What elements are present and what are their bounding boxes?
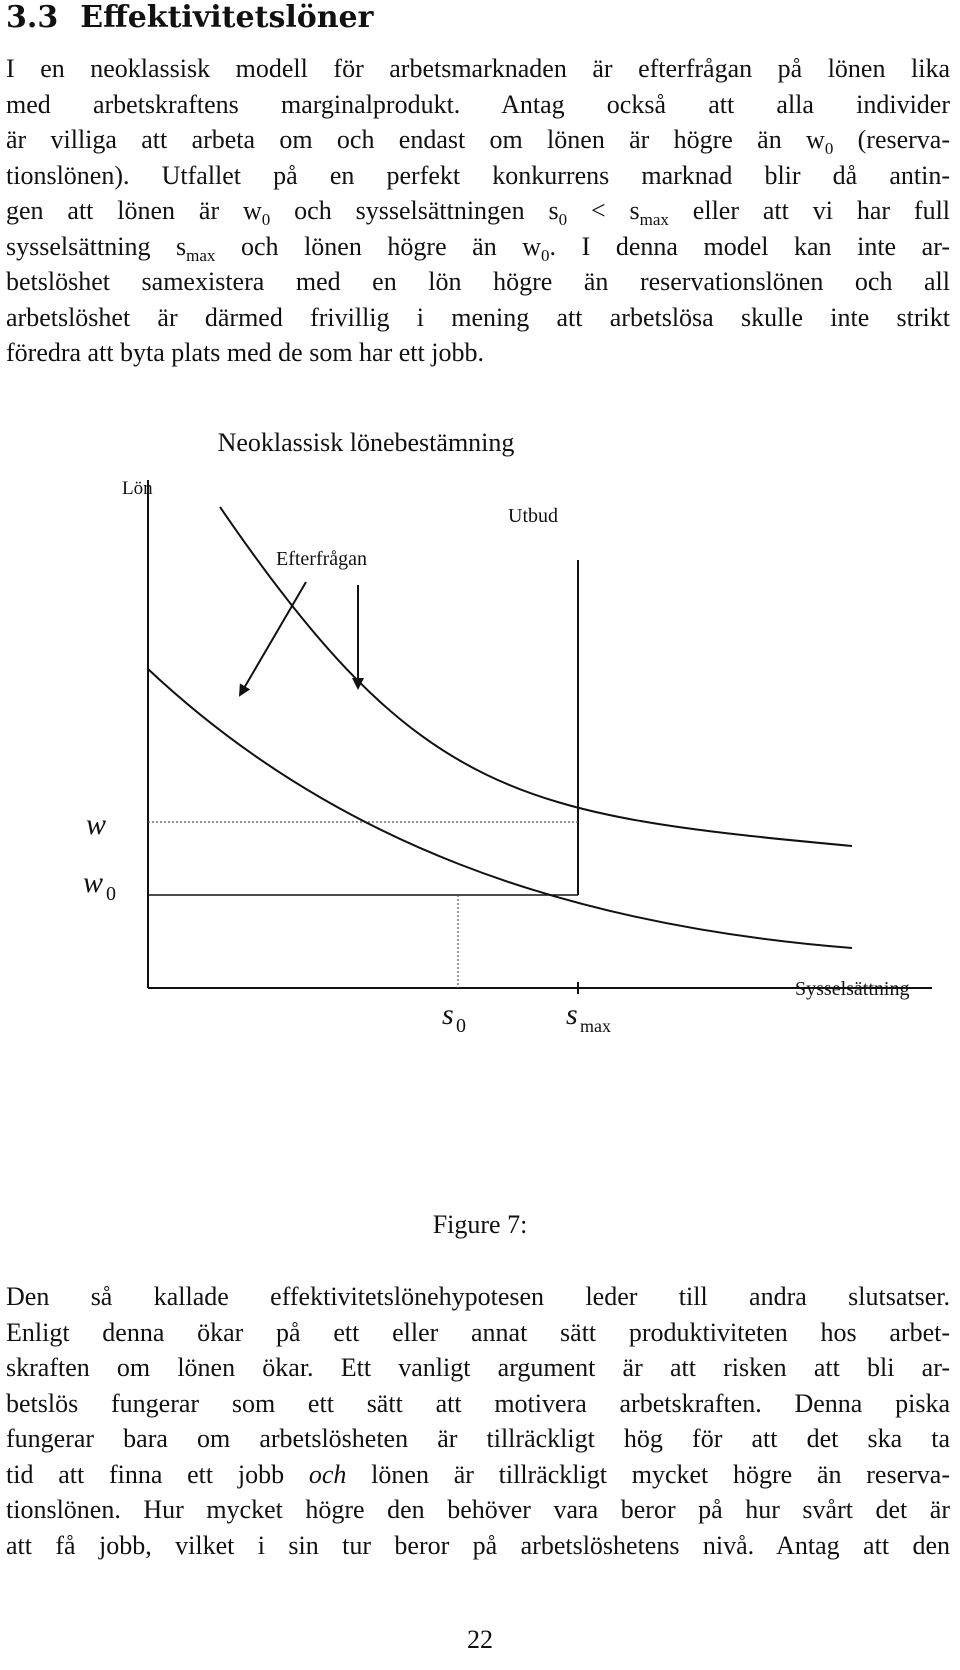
subscript: 0 <box>558 210 568 230</box>
subscript: 0 <box>824 139 834 159</box>
subscript: 0 <box>541 245 550 265</box>
s0-label: s <box>442 998 454 1031</box>
paragraph-efficiency-wages <box>6 1279 950 1563</box>
text-line: Enligt denna ökar på ett eller annat sätt produktiviteten hos arbet- <box>6 1317 950 1347</box>
text-run: är villiga att arbeta om och endast om lönen är högre än w <box>6 125 825 154</box>
page-number: 22 <box>467 1625 493 1654</box>
x-axis-label: Sysselsättning <box>795 978 910 1000</box>
figure-caption: Figure 7: <box>432 1210 528 1239</box>
subscript: max <box>186 245 216 265</box>
text-run: eller att vi har full <box>668 196 951 225</box>
w-label: w <box>86 808 107 841</box>
demand-label: Efterfrågan <box>276 548 368 570</box>
text-run: (reserva- <box>833 125 950 154</box>
figure-title: Neoklassisk lönebestämning <box>217 428 515 457</box>
text-line: med arbetskraftens marginalprodukt. Antag också att alla individer <box>6 89 950 119</box>
subscript: max <box>639 210 669 230</box>
text-line <box>6 229 950 265</box>
text-run: och lönen högre än w <box>215 231 542 261</box>
text-run: gen att lönen är w <box>6 196 262 225</box>
text-run: . I denna model kan inte ar- <box>549 231 950 261</box>
text-line <box>6 122 950 158</box>
section-title-text: Effektivitetslöner <box>80 0 374 35</box>
text-line: I en neoklassisk modell för arbetsmarknaden är efterfrågan på lönen lika <box>6 54 950 83</box>
subscript: 0 <box>261 210 271 230</box>
paragraph-intro <box>6 51 950 371</box>
w0-label: w <box>83 866 104 899</box>
text-line: föredra att byta plats med de som har ett jobb. <box>6 338 484 367</box>
demand-arrow-upper <box>240 582 306 695</box>
text-line: betslös fungerar som ett sätt att motivera arbetskraften. Denna piska <box>6 1388 950 1418</box>
smax-label: s <box>566 998 578 1031</box>
s0-subscript: 0 <box>456 1015 466 1037</box>
text-line: arbetslöshet är därmed frivillig i mening att arbetslösa skulle inte strikt <box>6 302 950 332</box>
text-run: lönen är tillräckligt mycket högre än reserva- <box>346 1459 950 1489</box>
text-line: tionslönen. Hur mycket högre den behöver vara beror på hur svårt det är <box>6 1495 950 1524</box>
w0-subscript: 0 <box>106 883 116 905</box>
labor-market-diagram <box>0 420 960 1060</box>
text-line: betslöshet samexistera med en lön högre än reservationslönen och all <box>6 267 950 296</box>
section-number: 3.3 <box>6 0 59 35</box>
text-run: sysselsättning s <box>6 231 187 261</box>
text-line: fungerar bara om arbetslösheten är tillräckligt hög för att det ska ta <box>6 1424 950 1453</box>
demand-curve-lower <box>148 669 852 948</box>
supply-label: Utbud <box>508 505 558 527</box>
figure-7 <box>0 420 960 1060</box>
text-run: och sysselsättningen s <box>270 196 559 225</box>
smax-subscript: max <box>580 1016 611 1036</box>
text-run: < s <box>567 196 640 225</box>
text-line: skraften om lönen ökar. Ett vanligt argument är att risken att bli ar- <box>6 1353 950 1382</box>
text-line: tionslönen). Utfallet på en perfekt konkurrens marknad blir då antin- <box>6 160 950 190</box>
section-heading <box>6 0 373 36</box>
text-run: tid att finna ett jobb <box>6 1459 309 1489</box>
text-line: att få jobb, vilket i sin tur beror på arbetslöshetens nivå. Antag att den <box>6 1530 950 1560</box>
text-line <box>6 1457 950 1493</box>
text-line: Den så kallade effektivitetslönehypotesen leder till andra slutsatser. <box>6 1282 950 1311</box>
text-line <box>6 193 950 229</box>
y-axis-label: Lön <box>122 478 153 499</box>
emphasis: och <box>308 1459 347 1489</box>
